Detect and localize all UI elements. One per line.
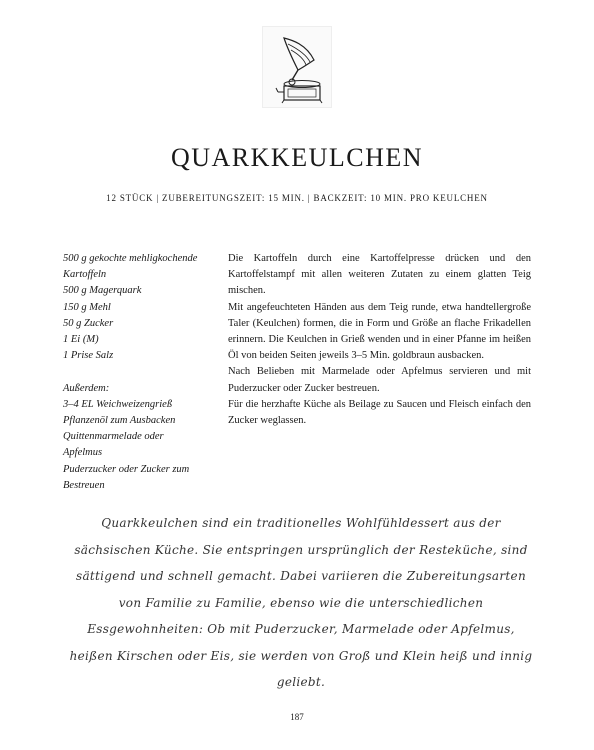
recipe-title: QUARKKEULCHEN [170, 143, 424, 172]
extra-item: Bestreuen [63, 479, 105, 491]
ingredient-item: 1 Prise Salz [63, 350, 114, 362]
extra-item: Puderzucker oder Zucker zum [63, 463, 190, 475]
ingredients-list [63, 251, 223, 494]
ingredient-item: 500 g Magerquark [63, 285, 142, 297]
ingredient-item: 150 g Mehl [63, 301, 111, 313]
instruction-paragraph: Nach Belieben mit Marmelade oder Apfelmus servieren und mit Puderzucker oder Zucker bestreuen. [228, 366, 531, 394]
ingredient-item: 50 g Zucker [63, 317, 114, 329]
instructions [228, 251, 531, 429]
extra-item: Apfelmus [63, 447, 103, 459]
instruction-paragraph: Mit angefeuchteten Händen aus dem Teig runde, etwa handtellergroße Taler (Keulchen) formen, die in Form und Größe an flache Frikadellen erinnern. Die Keulchen in Grieß wenden und in einer Pfanne im heißen Öl von beiden Seiten jeweils 3–5 Min. goldbraun ausbacken. [228, 301, 531, 362]
instruction-paragraph: Für die herzhafte Küche als Beilage zu Saucen und Fleisch einfach den Zucker weglassen. [228, 398, 531, 427]
extra-item: 3–4 EL Weichweizengrieß [63, 398, 173, 410]
ingredient-item: 1 Ei (M) [63, 334, 99, 346]
extra-item: Quittenmarmelade oder [63, 431, 164, 443]
extra-item: Pflanzenöl zum Ausbacken [63, 415, 176, 427]
extras-heading: Außerdem: [63, 382, 110, 394]
ingredient-item: 500 g gekochte mehligkochende [63, 253, 198, 264]
recipe-meta: 12 STÜCK | ZUBEREITUNGSZEIT: 15 MIN. | BACKZEIT: 10 MIN. PRO KEULCHEN [106, 193, 488, 203]
gramophone-icon [262, 26, 332, 108]
page-number: 187 [290, 712, 304, 722]
spacer [63, 364, 223, 380]
instruction-paragraph: Die Kartoffeln durch eine Kartoffelpresse drücken und den Kartoffelstampf mit allen weiteren Zutaten zu einem glatten Teig mischen. [228, 253, 531, 297]
handwritten-note: Quarkkeulchen sind ein traditionelles Wohlfühldessert aus der sächsischen Küche. Sie entspringen ursprünglich der Resteküche, sind sättigend und schnell gemacht. Dabei variieren die Zubereitungsarten von Familie zu Familie, ebenso wie die unterschiedlichen Essgewohnheiten: Ob mit Puderzucker, Marmelade oder Apfelmus, heißen Kirschen oder Eis, sie werden von Groß und Klein heiß und innig geliebt. [69, 516, 533, 689]
ingredient-item: Kartoffeln [63, 269, 107, 281]
